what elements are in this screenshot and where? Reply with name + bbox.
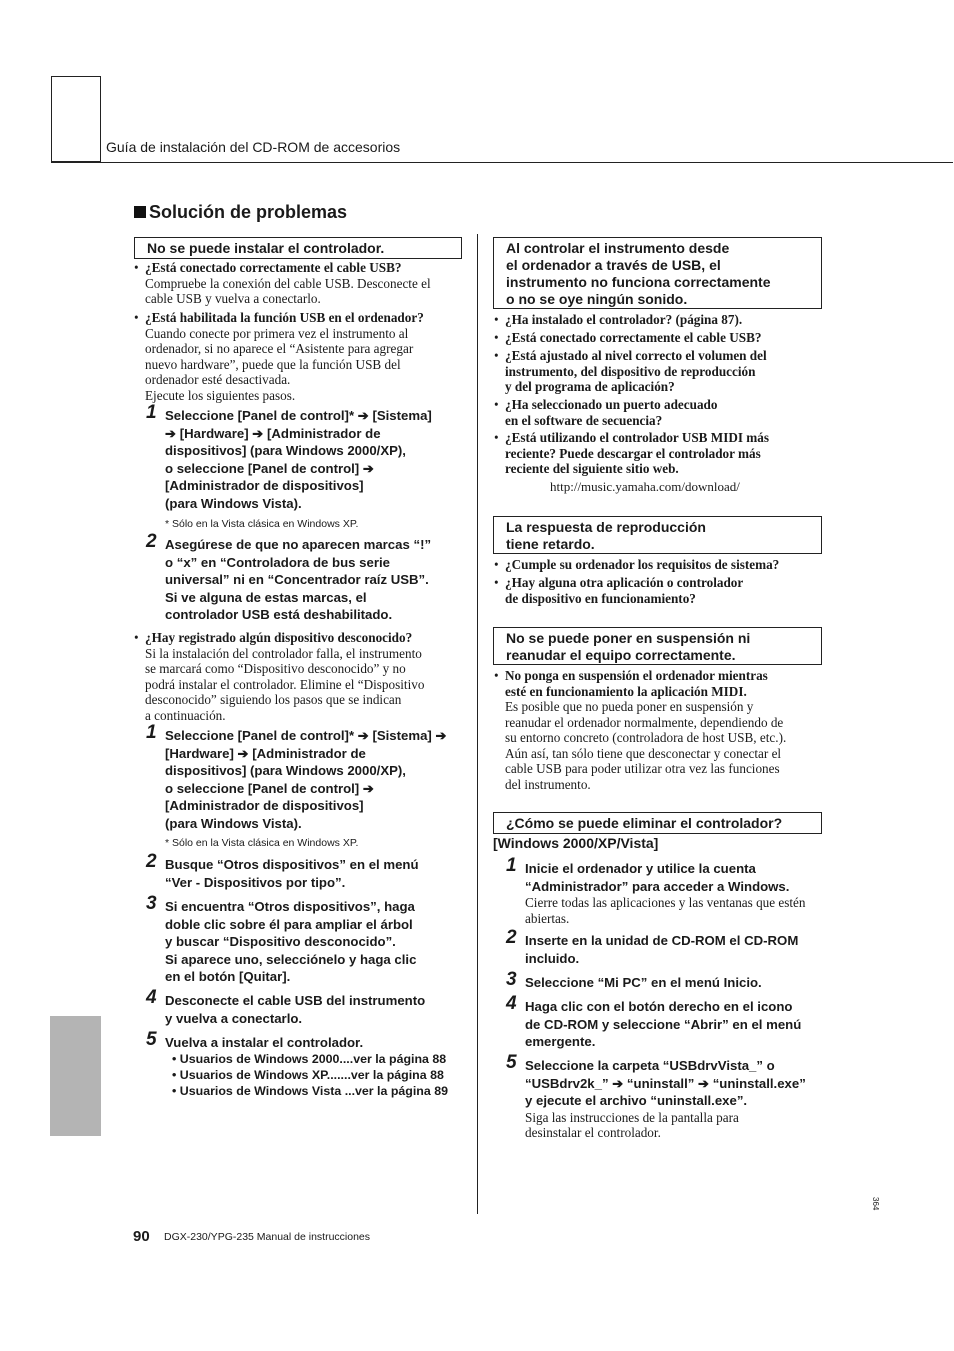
problem-box-suspend	[493, 627, 822, 665]
problem-heading: No se puede instalar el controlador.	[147, 240, 385, 256]
question: ¿Hay registrado algún dispositivo desconocido?	[145, 630, 413, 645]
answer: Es posible que no pueda poner en suspensión y reanudar el ordenador normalmente, dependiendo de su entorno concreto (controladora de host USB, etc.). Aún así, tan sólo tiene que desconectar y conectar el cable USB para poder utilizar otra vez las funciones del instrumento.	[505, 699, 787, 792]
problem-box-uninstall	[493, 812, 822, 834]
step-number: 5	[506, 1052, 517, 1073]
footnote: * Sólo en la Vista clásica en Windows XP.	[165, 837, 359, 849]
question: ¿Está conectado correctamente el cable USB?	[505, 330, 762, 345]
step-5	[146, 1029, 465, 1052]
problem-box-no-sound	[493, 237, 822, 309]
step-number: 4	[506, 993, 517, 1014]
list-item: • ¿Está conectado correctamente el cable USB?	[494, 330, 762, 345]
question: ¿Ha instalado el controlador? (página 87).	[505, 312, 743, 327]
column-divider	[477, 234, 478, 1214]
section-title	[134, 202, 347, 223]
windows-heading: [Windows 2000/XP/Vista]	[493, 835, 659, 851]
problem-box-latency	[493, 516, 822, 554]
step-4	[146, 987, 465, 1027]
step-number: 4	[146, 987, 157, 1008]
answer: Compruebe la conexión del cable USB. Desconecte el cable USB y vuelva a conectarlo.	[145, 275, 431, 306]
step-number: 5	[146, 1029, 157, 1050]
list-item: • No ponga en suspensión el ordenador mientras esté en funcionamiento la aplicación MIDI. Es posible que no pueda poner en suspensión y reanudar el ordenador normalmente, dependiendo de su entorno concreto (controladora de host USB, etc.). Aún así, tan sólo tiene que desconectar y conectar el cable USB para poder utilizar otra vez las funciones del instrumento.	[494, 668, 787, 792]
answer: Cuando conecte por primera vez el instrumento al ordenador, si no aparece el “Asistente para agregar nuevo hardware”, puede que la función USB del ordenador esté desactivada. Ejecute los siguientes pasos.	[145, 325, 414, 403]
list-item: • ¿Está utilizando el controlador USB MIDI más reciente? Puede descargar el controlador más reciente del siguiente sitio web.	[494, 430, 770, 476]
square-bullet-icon	[134, 206, 146, 218]
problem-heading: Al controlar el instrumento desde el ordenador a través de USB, el instrumento no funciona correctamente o no se oye ningún sonido.	[506, 240, 771, 307]
question: ¿Está utilizando el controlador USB MIDI más reciente? Puede descargar el controlador más reciente del siguiente sitio web.	[505, 430, 770, 476]
step-text: Seleccione [Panel de control]* ➔ [Sistema] ➔ [Hardware] ➔ [Administrador de dispositivos] (para Windows 2000/XP), o seleccione [Panel de control] ➔ [Administrador de dispositivos] (para Windows Vista).	[165, 728, 447, 831]
problem-heading: La respuesta de reproducción tiene retardo.	[506, 519, 706, 552]
list-item: • ¿Está ajustado al nivel correcto el volumen del instrumento, del dispositivo de reproducción y del programa de aplicación?	[494, 348, 767, 394]
problem-heading: No se puede poner en suspensión ni reanudar el equipo correctamente.	[506, 630, 751, 663]
step-text: Seleccione “Mi PC” en el menú Inicio.	[525, 975, 762, 990]
step-text: Desconecte el cable USB del instrumento y vuelva a conectarlo.	[165, 993, 426, 1026]
question: No ponga en suspensión el ordenador mientras esté en funcionamiento la aplicación MIDI.	[505, 668, 768, 699]
step-text: Seleccione la carpeta “USBdrvVista_” o “USBdrv2k_” ➔ “uninstall” ➔ “uninstall.exe” y ejecute el archivo “uninstall.exe”.	[525, 1058, 806, 1108]
step-1	[146, 402, 465, 512]
answer: Si la instalación del controlador falla, el instrumento se marcará como “Dispositivo desconocido” y no podrá instalar el controlador. Elimine el “Dispositivo desconocido” siguiendo los pasos que se indican a continuación.	[145, 645, 425, 723]
list-item: • ¿Cumple su ordenador los requisitos de sistema?	[494, 557, 780, 572]
step-4	[506, 993, 825, 1051]
header-title: Guía de instalación del CD-ROM de accesorios	[106, 139, 401, 155]
step-text: Seleccione [Panel de control]* ➔ [Sistema] ➔ [Hardware] ➔ [Administrador de dispositivos] (para Windows 2000/XP), o seleccione [Panel de control] ➔ [Administrador de dispositivos] (para Windows Vista).	[165, 408, 432, 511]
step-number: 2	[146, 851, 157, 872]
step-note: Cierre todas las aplicaciones y las ventanas que estén abiertas.	[525, 895, 806, 926]
footnote: * Sólo en la Vista clásica en Windows XP.	[165, 518, 359, 530]
step-2	[146, 851, 465, 891]
step-text: Vuelva a instalar el controlador.	[165, 1035, 364, 1050]
list-item: • ¿Está habilitada la función USB en el ordenador? Cuando conecte por primera vez el instrumento al ordenador, si no aparece el “Asistente para agregar nuevo hardware”, puede que la función USB del ordenador esté desactivada. Ejecute los siguientes pasos.	[134, 310, 424, 403]
step-text: Busque “Otros dispositivos” en el menú “Ver - Dispositivos por tipo”.	[165, 857, 419, 890]
step-text: Si encuentra “Otros dispositivos”, haga doble clic sobre él para ampliar el árbol y buscar “Dispositivo desconocido”. Si aparece uno, selecciónelo y haga clic en el botón [Quitar].	[165, 899, 417, 984]
list-item: • ¿Hay registrado algún dispositivo desconocido? Si la instalación del controlador falla, el instrumento se marcará como “Dispositivo desconocido” y no podrá instalar el controlador. Elimine el “Dispositivo desconocido” siguiendo los pasos que se indican a continuación.	[134, 630, 425, 723]
manual-title: DGX-230/YPG-235 Manual de instrucciones	[164, 1231, 371, 1243]
step-3	[146, 893, 465, 986]
question: ¿Está conectado correctamente el cable USB?	[145, 260, 402, 275]
step-number: 2	[146, 531, 157, 552]
step-3	[506, 969, 825, 992]
problem-box-install	[134, 237, 462, 259]
question: ¿Hay alguna otra aplicación o controlador de dispositivo en funcionamiento?	[505, 575, 744, 606]
step-number: 2	[506, 927, 517, 948]
question: ¿Ha seleccionado un puerto adecuado en el software de secuencia?	[505, 397, 718, 428]
step-2	[506, 927, 825, 967]
side-code: 364	[871, 1197, 880, 1211]
step-number: 3	[506, 969, 517, 990]
header-rule	[51, 162, 953, 163]
section-title-text: Solución de problemas	[149, 202, 348, 222]
step-1	[506, 855, 825, 926]
step-number: 1	[506, 855, 517, 876]
page-number: 90	[133, 1228, 150, 1245]
header-box	[51, 76, 101, 162]
step-text: Asegúrese de que no aparecen marcas “!” o “x” en “Controladora de bus serie universal” ni en “Concentrador raíz USB”. Si ve alguna de estas marcas, el controlador USB está deshabilitado.	[165, 537, 432, 622]
step-note: Siga las instrucciones de la pantalla para desinstalar el controlador.	[525, 1109, 739, 1140]
step-number: 1	[146, 402, 157, 423]
step-text: Inserte en la unidad de CD-ROM el CD-ROM incluido.	[525, 933, 799, 966]
step-2	[146, 531, 465, 624]
step-number: 1	[146, 722, 157, 743]
step-1	[146, 722, 465, 832]
question: ¿Está habilitada la función USB en el ordenador?	[145, 310, 424, 325]
list-item: • ¿Ha instalado el controlador? (página 87).	[494, 312, 743, 327]
list-item: • ¿Ha seleccionado un puerto adecuado en el software de secuencia?	[494, 397, 718, 428]
question: ¿Está ajustado al nivel correcto el volumen del instrumento, del dispositivo de reproducción y del programa de aplicación?	[505, 348, 767, 394]
step-number: 3	[146, 893, 157, 914]
step-text: Haga clic con el botón derecho en el icono de CD-ROM y seleccione “Abrir” en el menú emergente.	[525, 999, 802, 1049]
side-tab	[50, 1016, 101, 1136]
step-5	[506, 1052, 825, 1141]
problem-heading: ¿Cómo se puede eliminar el controlador?	[506, 815, 783, 831]
list-item: • ¿Está conectado correctamente el cable USB? Compruebe la conexión del cable USB. Desconecte el cable USB y vuelva a conectarlo.	[134, 260, 431, 306]
step-text: Inicie el ordenador y utilice la cuenta “Administrador” para acceder a Windows.	[525, 861, 790, 894]
list-item: • ¿Hay alguna otra aplicación o controlador de dispositivo en funcionamiento?	[494, 575, 744, 606]
download-url[interactable]: http://music.yamaha.com/download/	[550, 479, 740, 494]
page-references: • Usuarios de Windows 2000....ver la página 88 • Usuarios de Windows XP.......ver la página 88 • Usuarios de Windows Vista ...ver la página 89	[172, 1052, 448, 1098]
question: ¿Cumple su ordenador los requisitos de sistema?	[505, 557, 780, 572]
